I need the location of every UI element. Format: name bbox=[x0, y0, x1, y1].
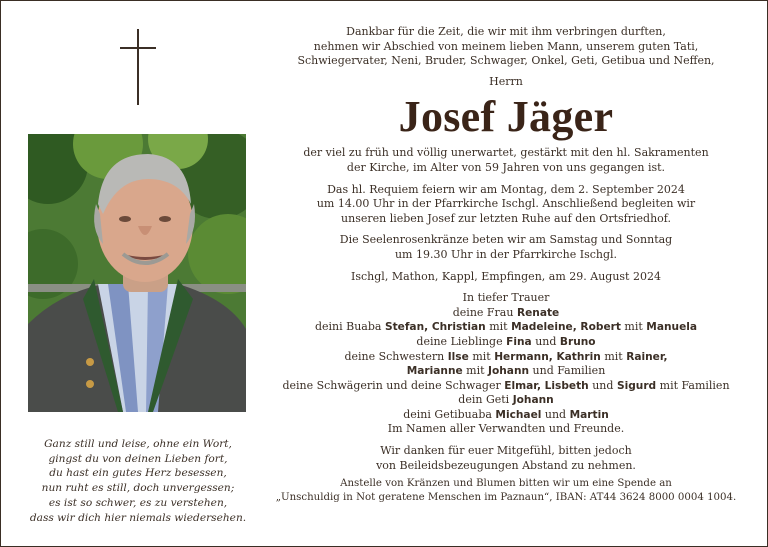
cross-icon bbox=[120, 29, 156, 105]
deceased-name: Josef Jäger bbox=[398, 92, 614, 142]
obituary-text bbox=[269, 25, 743, 504]
poem-line: dass wir dich hier niemals wiedersehen. bbox=[29, 511, 247, 524]
intro-line: Dankbar für die Zeit, die wir mit ihm verbringen durften, bbox=[346, 25, 666, 38]
mourners-geti: dein Geti Johann bbox=[458, 393, 554, 407]
mourners-favorites: deine Lieblinge Fina und Bruno bbox=[416, 334, 596, 348]
mourners-wife: deine Frau Renate bbox=[452, 305, 560, 319]
memorial-poem bbox=[13, 437, 263, 525]
requiem-line: unseren lieben Josef zur letzten Ruhe auf den Ortsfriedhof. bbox=[341, 211, 671, 225]
poem-line: Ganz still und leise, ohne ein Wort, bbox=[44, 438, 232, 450]
portrait-photo bbox=[28, 134, 246, 412]
poem-line: nun ruht es still, doch unvergessen; bbox=[41, 482, 235, 495]
donation-line: „Unschuldig in Not geratene Menschen im Paznaun“, IBAN: AT44 3624 8000 0004 1004. bbox=[275, 491, 737, 503]
requiem-line: um 14.00 Uhr in der Pfarrkirche Ischgl. Anschließend begleiten wir bbox=[316, 197, 696, 211]
intro-line: nehmen wir Abschied von meinem lieben Mann, unserem guten Tati, bbox=[313, 39, 699, 53]
mourners-heading: In tiefer Trauer bbox=[462, 291, 550, 305]
intro-line: Schwiegervater, Neni, Bruder, Schwager, Onkel, Geti, Getibua und Neffen, bbox=[297, 54, 715, 68]
poem-line: es ist so schwer, es zu verstehen, bbox=[48, 496, 228, 509]
mourners-all-relatives: Im Namen aller Verwandten und Freunde. bbox=[387, 422, 625, 436]
mourners-getibuaba: deini Getibuaba Michael und Martin bbox=[403, 407, 609, 421]
donation-line: Anstelle von Kränzen und Blumen bitten wir um eine Spende an bbox=[340, 478, 672, 490]
mourners-sisters-cont: Marianne mit Johann und Familien bbox=[406, 364, 606, 378]
place-date: Ischgl, Mathon, Kappl, Empfingen, am 29. August 2024 bbox=[351, 269, 661, 283]
rosary-line: Die Seelenrosenkränze beten wir am Samstag und Sonntag bbox=[339, 233, 673, 247]
mourners-inlaws: deine Schwägerin und deine Schwager Elmar, Lisbeth und Sigurd mit Familien bbox=[282, 378, 730, 392]
thanks-line: von Beileidsbezeugungen Abstand zu nehmen. bbox=[376, 458, 636, 472]
death-notice-line: der Kirche, im Alter von 59 Jahren von uns gegangen ist. bbox=[346, 160, 666, 174]
poem-line: gingst du von deinen Lieben fort, bbox=[48, 452, 228, 465]
rosary-line: um 19.30 Uhr in der Pfarrkirche Ischgl. bbox=[394, 247, 618, 261]
mourners-sisters: deine Schwestern Ilse mit Hermann, Kathrin mit Rainer, bbox=[344, 349, 668, 363]
mourners-children: deini Buaba Stefan, Christian mit Madeleine, Robert mit Manuela bbox=[314, 320, 698, 334]
death-notice-line: der viel zu früh und völlig unerwartet, gestärkt mit den hl. Sakramenten bbox=[303, 146, 709, 160]
poem-line: du hast ein gutes Herz besessen, bbox=[49, 467, 227, 480]
thanks-line: Wir danken für euer Mitgefühl, bitten jedoch bbox=[380, 444, 632, 458]
requiem-line: Das hl. Requiem feiern wir am Montag, dem 2. September 2024 bbox=[327, 182, 685, 196]
salutation: Herrn bbox=[489, 74, 523, 88]
